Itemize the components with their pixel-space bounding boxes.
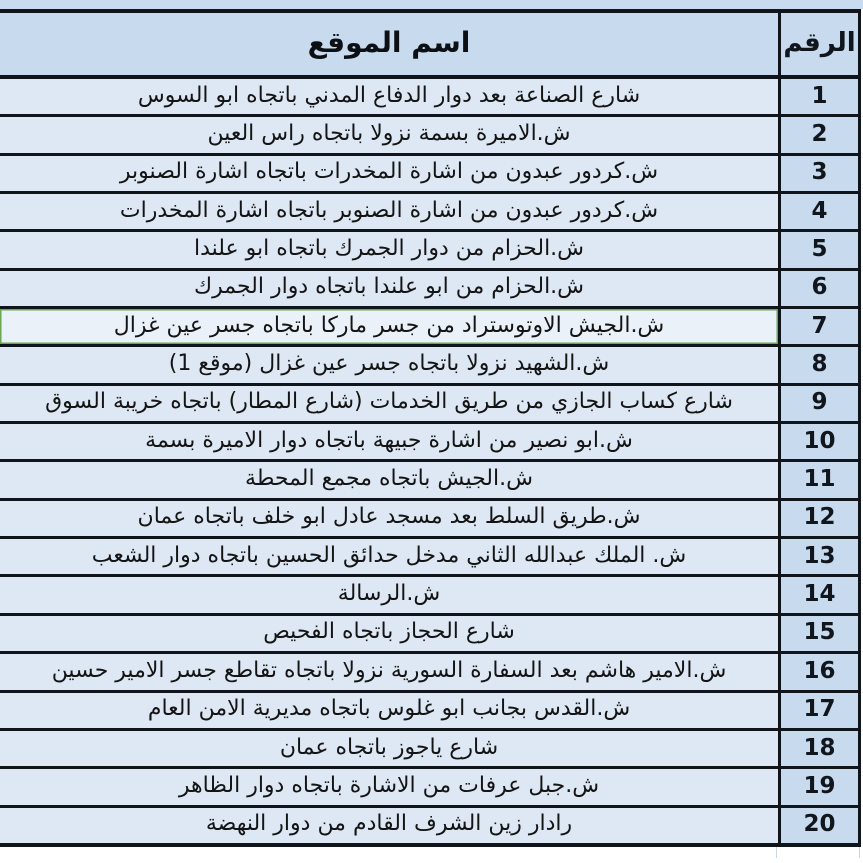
- site-name-cell: ش.الاميرة بسمة نزولا باتجاه راس العين: [0, 117, 778, 152]
- table-row: [0, 459, 858, 497]
- table-row: [0, 191, 858, 229]
- site-name-cell: ش.الجيش باتجاه مجمع المحطة: [0, 462, 778, 497]
- site-name-cell: ش.القدس بجانب ابو غلوس باتجاه مديرية الامن العام: [0, 693, 778, 728]
- gridline-stub: [776, 847, 777, 858]
- table-header-row: [0, 13, 858, 79]
- row-number-cell: 17: [778, 693, 858, 728]
- row-number-cell: 16: [778, 654, 858, 689]
- table-body: [0, 79, 858, 843]
- site-name-cell: ش.الرسالة: [0, 577, 778, 612]
- row-number-cell: 2: [778, 117, 858, 152]
- site-name-cell: شارع الحجاز باتجاه الفحيص: [0, 616, 778, 651]
- table-row: [0, 766, 858, 804]
- row-number-cell: 12: [778, 501, 858, 536]
- row-number-cell: 5: [778, 232, 858, 267]
- site-name-cell: ش.ابو نصير من اشارة جبيهة باتجاه دوار الاميرة بسمة: [0, 424, 778, 459]
- radar-locations-table: [0, 9, 861, 847]
- row-number-cell: 1: [778, 79, 858, 114]
- site-name-cell: شارع الصناعة بعد دوار الدفاع المدني باتجاه ابو السوس: [0, 79, 778, 114]
- row-number-cell: 9: [778, 386, 858, 421]
- site-name-cell: شارع ياجوز باتجاه عمان: [0, 731, 778, 766]
- table-row: [0, 690, 858, 728]
- site-name-cell: ش.كردور عبدون من اشارة الصنوبر باتجاه اشارة المخدرات: [0, 194, 778, 229]
- row-number-cell: 10: [778, 424, 858, 459]
- table-row: [0, 114, 858, 152]
- gridline-stub: [859, 847, 860, 858]
- site-name-cell: شارع كساب الجازي من طريق الخدمات (شارع المطار) باتجاه خريبة السوق: [0, 386, 778, 421]
- row-number-cell: 7: [778, 309, 858, 344]
- area-below-table: [0, 847, 863, 863]
- table-row: [0, 344, 858, 382]
- table-row: [0, 536, 858, 574]
- site-name-cell: ش.طريق السلط بعد مسجد عادل ابو خلف باتجاه عمان: [0, 501, 778, 536]
- site-name-cell: ش.كردور عبدون من اشارة المخدرات باتجاه اشارة الصنوبر: [0, 156, 778, 191]
- row-number-cell: 19: [778, 769, 858, 804]
- table-row: [0, 421, 858, 459]
- site-name-cell: رادار زين الشرف القادم من دوار النهضة: [0, 808, 778, 843]
- table-row: [0, 728, 858, 766]
- site-name-cell: ش.الامير هاشم بعد السفارة السورية نزولا باتجاه تقاطع جسر الامير حسين: [0, 654, 778, 689]
- column-header-number: الرقم: [778, 13, 858, 75]
- table-row: [0, 229, 858, 267]
- row-number-cell: 20: [778, 808, 858, 843]
- table-row: [0, 613, 858, 651]
- row-number-cell: 11: [778, 462, 858, 497]
- table-row: [0, 574, 858, 612]
- table-row: [0, 79, 858, 114]
- row-number-cell: 3: [778, 156, 858, 191]
- row-number-cell: 14: [778, 577, 858, 612]
- row-number-cell: 18: [778, 731, 858, 766]
- site-name-cell: ش.الجيش الاوتوستراد من جسر ماركا باتجاه جسر عين غزال: [0, 309, 778, 344]
- table-row: [0, 153, 858, 191]
- table-row: [0, 306, 858, 344]
- site-name-cell: ش.جبل عرفات من الاشارة باتجاه دوار الظاهر: [0, 769, 778, 804]
- table-row: [0, 268, 858, 306]
- table-row: [0, 651, 858, 689]
- row-number-cell: 8: [778, 347, 858, 382]
- row-number-cell: 15: [778, 616, 858, 651]
- site-name-cell: ش.الشهيد نزولا باتجاه جسر عين غزال (موقع 1): [0, 347, 778, 382]
- site-name-cell: ش. الملك عبدالله الثاني مدخل حدائق الحسين باتجاه دوار الشعب: [0, 539, 778, 574]
- table-row: [0, 498, 858, 536]
- row-number-cell: 4: [778, 194, 858, 229]
- column-header-site-name: اسم الموقع: [0, 13, 778, 75]
- site-name-cell: ش.الحزام من ابو علندا باتجاه دوار الجمرك: [0, 271, 778, 306]
- table-row: [0, 805, 858, 843]
- table-row: [0, 383, 858, 421]
- site-name-cell: ش.الحزام من دوار الجمرك باتجاه ابو علندا: [0, 232, 778, 267]
- row-number-cell: 13: [778, 539, 858, 574]
- partial-row-above-crop: [0, 0, 863, 9]
- row-number-cell: 6: [778, 271, 858, 306]
